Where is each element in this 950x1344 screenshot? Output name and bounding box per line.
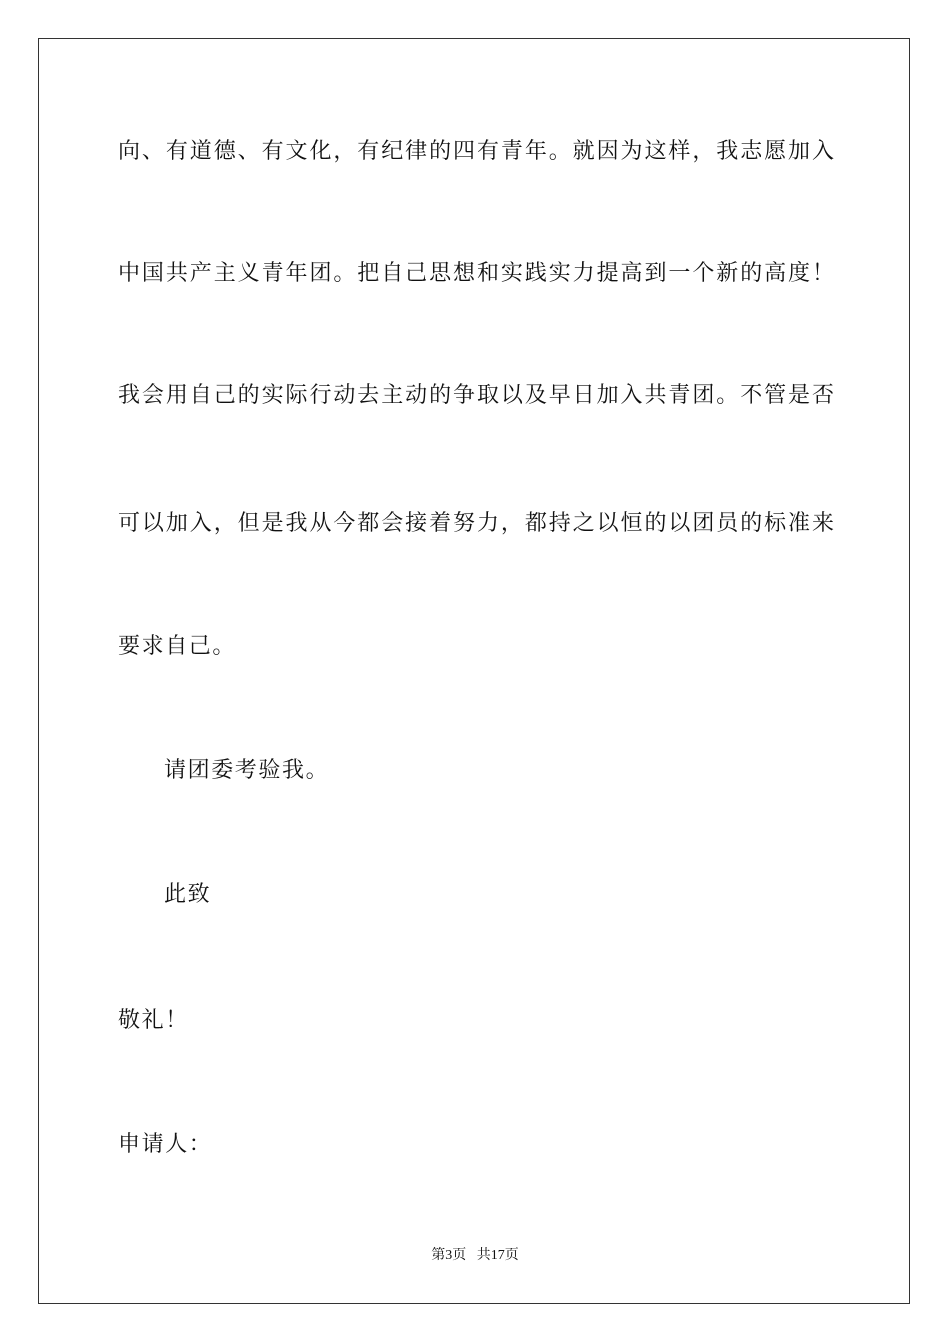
page-total: 共17页 bbox=[476, 1248, 519, 1263]
body-line-5: 要求自己。 bbox=[118, 634, 237, 659]
salute-line: 敬礼！ bbox=[118, 1008, 189, 1033]
page-number: 第3页 bbox=[431, 1248, 467, 1263]
applicant-label: 申请人： bbox=[118, 1132, 213, 1157]
request-line: 请团委考验我。 bbox=[164, 758, 330, 783]
body-line-3: 我会用自己的实际行动去主动的争取以及早日加入共青团。不管是否 bbox=[118, 383, 834, 408]
body-line-4: 可以加入，但是我从今都会接着努力，都持之以恒的以团员的标准来 bbox=[118, 511, 834, 536]
page-border bbox=[38, 38, 910, 1304]
body-line-1: 向、有道德、有文化，有纪律的四有青年。就因为这样，我志愿加入 bbox=[118, 139, 834, 164]
page-footer bbox=[0, 1246, 950, 1266]
body-line-2: 中国共产主义青年团。把自己思想和实践实力提高到一个新的高度！ bbox=[118, 261, 834, 286]
closing-line: 此致 bbox=[164, 882, 212, 907]
